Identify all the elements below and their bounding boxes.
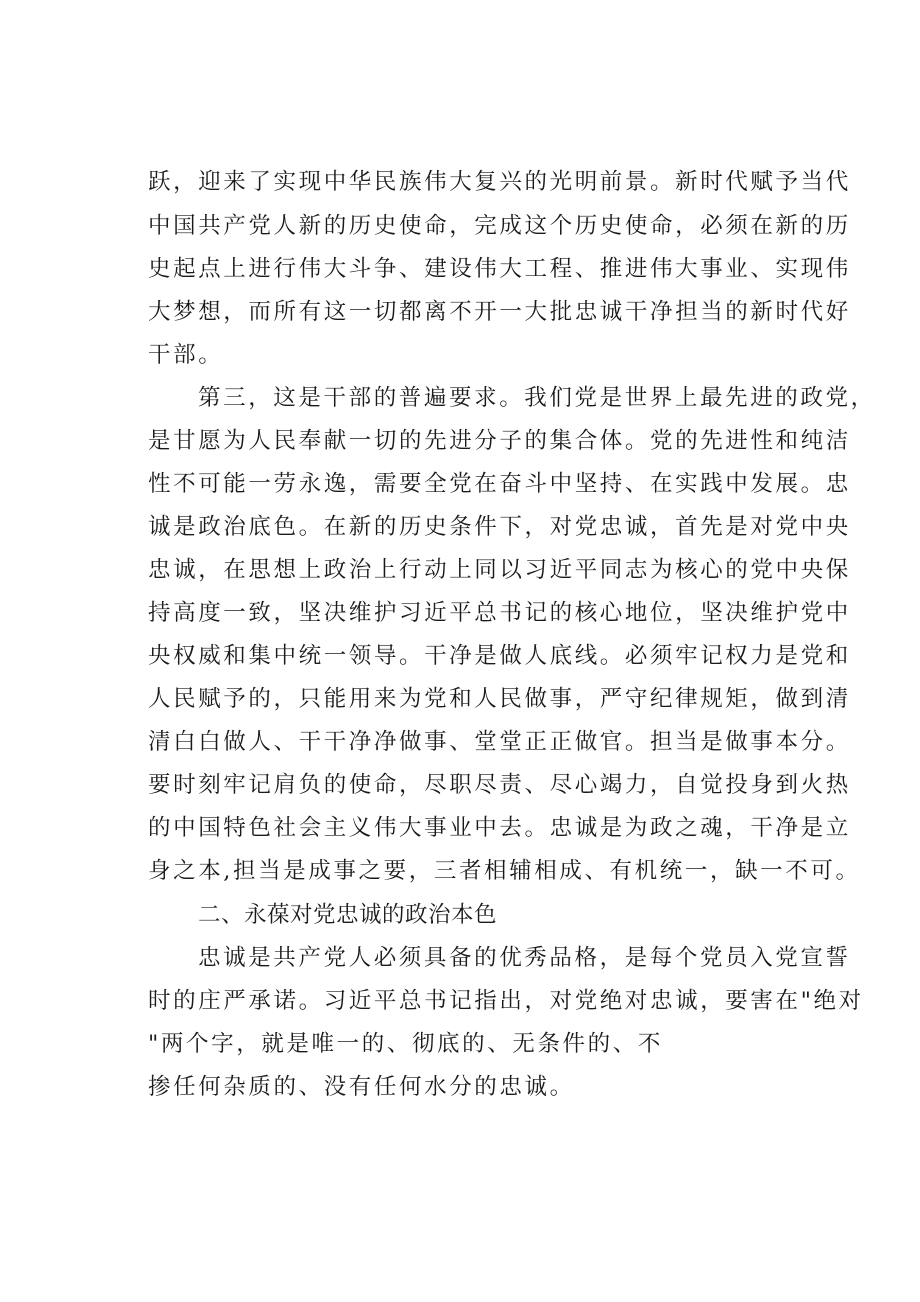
text-line: 忠诚，在思想上政治上行动上同以习近平同志为核心的党中央保 <box>148 557 851 583</box>
text-line: 干部。 <box>148 342 224 368</box>
text-line: 史起点上进行伟大斗争、建设伟大工程、推进伟大事业、实现伟 <box>148 256 851 282</box>
text-line: 诚是政治底色。在新的历史条件下，对党忠诚，首先是对党中央 <box>148 514 851 540</box>
text-line: 性不可能一劳永逸，需要全党在奋斗中坚持、在实践中发展。忠 <box>148 471 851 497</box>
text-line: "两个字，就是唯一的、彻底的、无条件的、不 <box>148 1031 663 1057</box>
text-line: 是甘愿为人民奉献一切的先进分子的集合体。党的先进性和纯洁 <box>148 428 851 454</box>
text-line: 央权威和集中统一领导。干净是做人底线。必须牢记权力是党和 <box>148 643 851 669</box>
text-line: 要时刻牢记肩负的使命，尽职尽责、尽心竭力，自觉投身到火热 <box>148 772 851 798</box>
paragraph-first-line: 第三，这是干部的普遍要求。我们党是世界上最先进的政党， <box>198 385 876 411</box>
text-line: 大梦想，而所有这一切都离不开一大批忠诚干净担当的新时代好 <box>148 299 851 325</box>
text-line: 的中国特色社会主义伟大事业中去。忠诚是为政之魂，干净是立 <box>148 815 851 841</box>
text-line: 身之本,担当是成事之要，三者相辅相成、有机统一，缺一不可。 <box>148 858 861 884</box>
text-line: 掺任何杂质的、没有任何水分的忠诚。 <box>148 1074 575 1100</box>
text-line: 清白白做人、干干净净做事、堂堂正正做官。担当是做事本分。 <box>148 729 851 755</box>
text-line: 人民赋予的，只能用来为党和人民做事，严守纪律规矩，做到清 <box>148 686 851 712</box>
text-line: 持高度一致，坚决维护习近平总书记的核心地位，坚决维护党中 <box>148 600 851 626</box>
section-heading: 二、永葆对党忠诚的政治本色 <box>198 902 498 928</box>
paragraph-first-line: 忠诚是共产党人必须具备的优秀品格，是每个党员入党宣誓 <box>198 945 851 971</box>
text-line: 跃，迎来了实现中华民族伟大复兴的光明前景。新时代赋予当代 <box>148 169 851 195</box>
text-line: 中国共产党人新的历史使命，完成这个历史使命，必须在新的历 <box>148 213 851 239</box>
text-line: 时的庄严承诺。习近平总书记指出，对党绝对忠诚，要害在"绝对 <box>148 988 864 1014</box>
